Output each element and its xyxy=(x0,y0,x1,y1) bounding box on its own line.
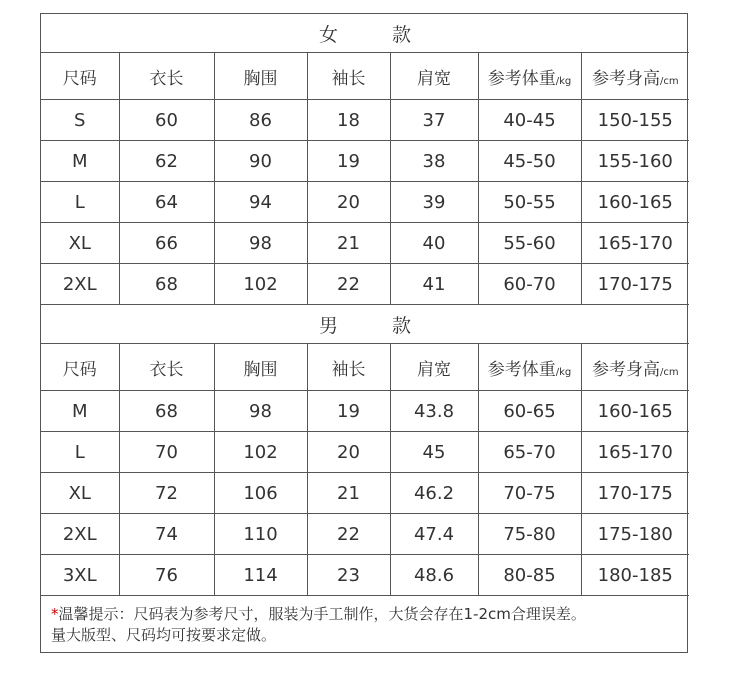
table-cell: 70-75 xyxy=(478,473,581,514)
size-table xyxy=(41,14,689,596)
table-cell: 39 xyxy=(390,182,478,223)
table-cell: 98 xyxy=(214,391,307,432)
table-row xyxy=(41,432,689,473)
column-header: 袖长 xyxy=(307,53,390,100)
table-cell: 47.4 xyxy=(390,514,478,555)
column-header: 衣长 xyxy=(119,344,214,391)
header-unit: /cm xyxy=(659,75,679,87)
table-cell: 90 xyxy=(214,141,307,182)
table-cell: 165-170 xyxy=(581,223,689,264)
table-cell: 80-85 xyxy=(478,555,581,596)
table-cell: 94 xyxy=(214,182,307,223)
table-cell: 2XL xyxy=(41,264,119,305)
table-cell: 74 xyxy=(119,514,214,555)
table-cell: 86 xyxy=(214,100,307,141)
section-title: 男 款 xyxy=(41,305,689,344)
table-cell: L xyxy=(41,182,119,223)
table-cell: 22 xyxy=(307,514,390,555)
header-label: 参考身高 xyxy=(591,359,660,380)
table-cell: 21 xyxy=(307,473,390,514)
table-cell: 170-175 xyxy=(581,473,689,514)
table-cell: XL xyxy=(41,223,119,264)
table-cell: 170-175 xyxy=(581,264,689,305)
table-cell: 76 xyxy=(119,555,214,596)
table-cell: 155-160 xyxy=(581,141,689,182)
table-cell: 18 xyxy=(307,100,390,141)
table-cell: 65-70 xyxy=(478,432,581,473)
table-row xyxy=(41,141,689,182)
table-cell: 55-60 xyxy=(478,223,581,264)
table-cell: 45 xyxy=(390,432,478,473)
table-row xyxy=(41,182,689,223)
table-cell: 19 xyxy=(307,391,390,432)
table-cell: 2XL xyxy=(41,514,119,555)
table-row xyxy=(41,473,689,514)
table-cell: 3XL xyxy=(41,555,119,596)
table-cell: 72 xyxy=(119,473,214,514)
table-cell: 110 xyxy=(214,514,307,555)
table-cell: 180-185 xyxy=(581,555,689,596)
note-line-2: 量大版型、尺码均可按要求定做。 xyxy=(51,626,277,644)
table-cell: 150-155 xyxy=(581,100,689,141)
column-header: 尺码 xyxy=(41,344,119,391)
table-cell: 106 xyxy=(214,473,307,514)
table-cell: 40-45 xyxy=(478,100,581,141)
table-cell: 102 xyxy=(214,432,307,473)
table-cell: S xyxy=(41,100,119,141)
column-header: 胸围 xyxy=(214,344,307,391)
table-row xyxy=(41,555,689,596)
table-cell: 50-55 xyxy=(478,182,581,223)
column-header: 肩宽 xyxy=(390,53,478,100)
table-cell: 66 xyxy=(119,223,214,264)
table-cell: 60-65 xyxy=(478,391,581,432)
column-header xyxy=(581,344,689,391)
table-cell: 40 xyxy=(390,223,478,264)
size-chart xyxy=(40,13,688,653)
header-label: 参考体重 xyxy=(487,68,556,89)
table-cell: 175-180 xyxy=(581,514,689,555)
size-note xyxy=(41,596,687,654)
table-cell: 48.6 xyxy=(390,555,478,596)
column-header xyxy=(581,53,689,100)
note-line-1: 温馨提示：尺码表为参考尺寸，服装为手工制作，大货会存在1-2cm合理误差。 xyxy=(58,605,586,623)
table-cell: M xyxy=(41,391,119,432)
column-header: 袖长 xyxy=(307,344,390,391)
table-cell: 41 xyxy=(390,264,478,305)
table-cell: 64 xyxy=(119,182,214,223)
table-cell: 62 xyxy=(119,141,214,182)
table-cell: 43.8 xyxy=(390,391,478,432)
table-row xyxy=(41,100,689,141)
note-star: * xyxy=(51,605,59,623)
header-unit: /cm xyxy=(659,366,679,378)
table-cell: 75-80 xyxy=(478,514,581,555)
table-cell: 160-165 xyxy=(581,391,689,432)
table-cell: 165-170 xyxy=(581,432,689,473)
table-cell: L xyxy=(41,432,119,473)
table-cell: M xyxy=(41,141,119,182)
table-cell: 45-50 xyxy=(478,141,581,182)
table-cell: 22 xyxy=(307,264,390,305)
table-cell: 38 xyxy=(390,141,478,182)
table-cell: 68 xyxy=(119,391,214,432)
table-cell: 19 xyxy=(307,141,390,182)
table-cell: 20 xyxy=(307,182,390,223)
table-cell: 98 xyxy=(214,223,307,264)
header-label: 参考体重 xyxy=(487,359,556,380)
table-cell: 23 xyxy=(307,555,390,596)
table-cell: 37 xyxy=(390,100,478,141)
table-cell: 68 xyxy=(119,264,214,305)
table-cell: 160-165 xyxy=(581,182,689,223)
table-cell: XL xyxy=(41,473,119,514)
column-header: 胸围 xyxy=(214,53,307,100)
table-row xyxy=(41,514,689,555)
table-row xyxy=(41,223,689,264)
section-title: 女 款 xyxy=(41,14,689,53)
table-row xyxy=(41,391,689,432)
header-unit: /kg xyxy=(555,366,572,378)
header-label: 参考身高 xyxy=(591,68,660,89)
table-cell: 60-70 xyxy=(478,264,581,305)
table-row xyxy=(41,264,689,305)
column-header: 肩宽 xyxy=(390,344,478,391)
table-cell: 102 xyxy=(214,264,307,305)
table-cell: 46.2 xyxy=(390,473,478,514)
table-cell: 114 xyxy=(214,555,307,596)
column-header: 衣长 xyxy=(119,53,214,100)
table-cell: 60 xyxy=(119,100,214,141)
table-cell: 21 xyxy=(307,223,390,264)
column-header xyxy=(478,53,581,100)
column-header xyxy=(478,344,581,391)
header-unit: /kg xyxy=(555,75,572,87)
table-cell: 20 xyxy=(307,432,390,473)
column-header: 尺码 xyxy=(41,53,119,100)
table-cell: 70 xyxy=(119,432,214,473)
